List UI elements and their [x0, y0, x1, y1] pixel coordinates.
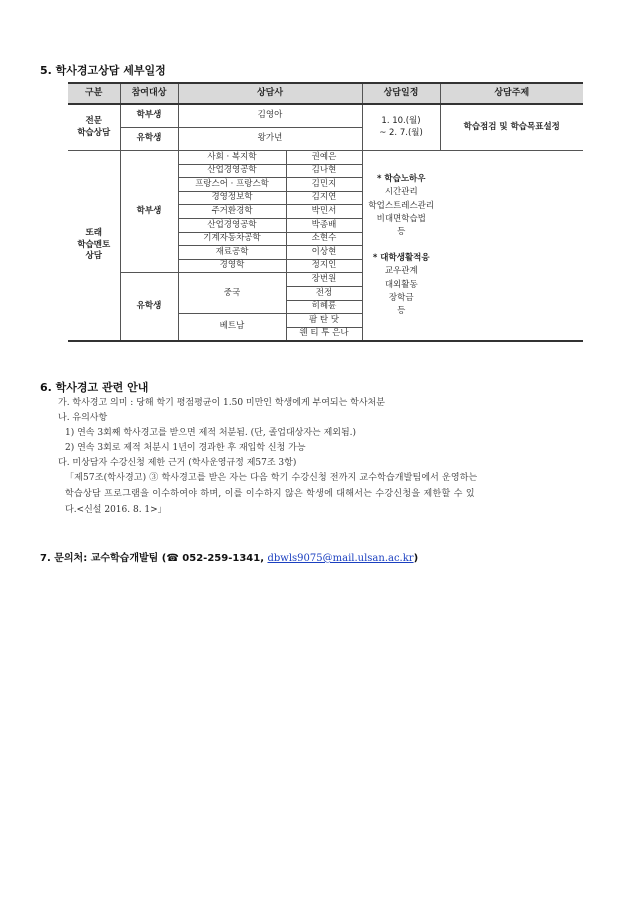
category-line: 전문 [85, 116, 102, 127]
major-cell: 산업경영공학 [178, 164, 286, 178]
peer-topic [362, 151, 440, 342]
country-cell: 중국 [178, 273, 286, 314]
target-cell: 학부생 [120, 151, 178, 273]
expert-topic: 학습점검 및 학습목표설정 [440, 104, 583, 151]
table-row [68, 151, 583, 165]
contact-suffix: ) [413, 553, 419, 564]
table-row [68, 273, 583, 287]
header-counselor: 상담사 [178, 83, 362, 104]
mentor-name-cell: 소현수 [286, 232, 362, 246]
topic-line: 비대면학습법 [376, 213, 426, 224]
contact-text: 7. 문의처: 교수학습개발팀 (☎ 052-259-1341, [40, 553, 268, 564]
notice-line: 「제57조(학사경고) ③ 학사경고를 받은 자는 다음 학기 수강신청 전까지 교수학습개발팀에서 운영하는 [65, 473, 478, 483]
country-cell: 베트남 [178, 314, 286, 342]
major-cell: 재료공학 [178, 246, 286, 260]
mentor-name-cell: 김민지 [286, 178, 362, 192]
major-cell: 기계자동차공학 [178, 232, 286, 246]
mentor-name-cell: 히혜륜 [286, 300, 362, 314]
major-cell: 프랑스어 · 프랑스학 [178, 178, 286, 192]
schedule-start: 1. 10.(월) [381, 116, 421, 127]
expert-category [68, 104, 120, 151]
category-line: 또래 [85, 228, 102, 239]
table-header-row [68, 83, 583, 104]
header-schedule: 상담일정 [362, 83, 440, 104]
topic-line: 대외활동 [384, 279, 418, 290]
topic-line: 장학금 [388, 292, 414, 303]
notice-line: 1) 연속 3회째 학사경고를 받으면 제적 처분됨. (단, 졸업대상자는 제외됨.) [65, 428, 357, 438]
mentor-name-cell: 전정 [286, 286, 362, 300]
major-cell: 사회 · 복지학 [178, 151, 286, 165]
schedule-cell [362, 104, 440, 151]
target-cell: 유학생 [120, 273, 178, 341]
header-topic: 상담주제 [440, 83, 583, 104]
mentor-name-cell: 김나현 [286, 164, 362, 178]
section-6-title: 6. 학사경고 관련 안내 [40, 381, 149, 394]
category-line: 상담 [85, 251, 102, 262]
mentor-name-cell: 팜 탄 닷 [286, 314, 362, 328]
mentor-name-cell: 이상현 [286, 246, 362, 260]
counseling-schedule-table [68, 82, 583, 342]
major-cell: 경영학 [178, 259, 286, 273]
category-line: 학습상담 [77, 127, 111, 138]
table-row [68, 104, 583, 128]
counselor-cell: 왕가년 [178, 128, 362, 151]
section-7-contact [40, 549, 418, 564]
topic-line: * 학습노하우 [377, 174, 426, 185]
notice-line: 다.<신설 2016. 8. 1>」 [65, 505, 167, 515]
section-5-title: 5. 학사경고상담 세부일정 [40, 64, 166, 77]
topic-line: 등 [397, 305, 406, 316]
mentor-name-cell: 웬 티 투 은나 [286, 327, 362, 341]
topic-line: 시간관리 [384, 187, 418, 198]
topic-line: 학업스트레스관리 [368, 200, 435, 211]
target-cell: 유학생 [120, 128, 178, 151]
topic-line: 등 [397, 226, 406, 237]
notice-line: 다. 미상담자 수강신청 제한 근거 (학사운영규정 제57조 3항) [58, 458, 297, 468]
schedule-end: ~ 2. 7.(월) [379, 127, 423, 138]
target-cell: 학부생 [120, 104, 178, 128]
header-category: 구분 [68, 83, 120, 104]
topic-line: 교우관계 [384, 266, 418, 277]
mentor-name-cell: 박종배 [286, 218, 362, 232]
mentor-name-cell: 장번원 [286, 273, 362, 287]
major-cell: 주거환경학 [178, 205, 286, 219]
topic-line: * 대학생활적응 [372, 253, 430, 264]
peer-category [68, 151, 120, 342]
mentor-name-cell: 권예은 [286, 151, 362, 165]
mentor-name-cell: 정지인 [286, 259, 362, 273]
mentor-name-cell: 박민서 [286, 205, 362, 219]
counselor-cell: 김영아 [178, 104, 362, 128]
category-line: 학습멘토 [77, 239, 111, 250]
notice-line: 가. 학사경고 의미 : 당해 학기 평점평균이 1.50 미만인 학생에게 부여되는 학사처분 [58, 398, 385, 408]
contact-email-link[interactable]: dbwls9075@mail.ulsan.ac.kr [267, 553, 414, 564]
header-target: 참여대상 [120, 83, 178, 104]
notice-line: 2) 연속 3회로 제적 처분시 1년이 경과한 후 재입학 신청 가능 [65, 443, 306, 453]
major-cell: 산업경영공학 [178, 218, 286, 232]
mentor-name-cell: 김지연 [286, 191, 362, 205]
notice-line: 나. 유의사항 [58, 413, 108, 423]
notice-line: 학습상담 프로그램을 이수하여야 하며, 이를 이수하지 않은 학생에 대해서는 수강신청을 제한할 수 있 [65, 489, 475, 499]
major-cell: 경영정보학 [178, 191, 286, 205]
